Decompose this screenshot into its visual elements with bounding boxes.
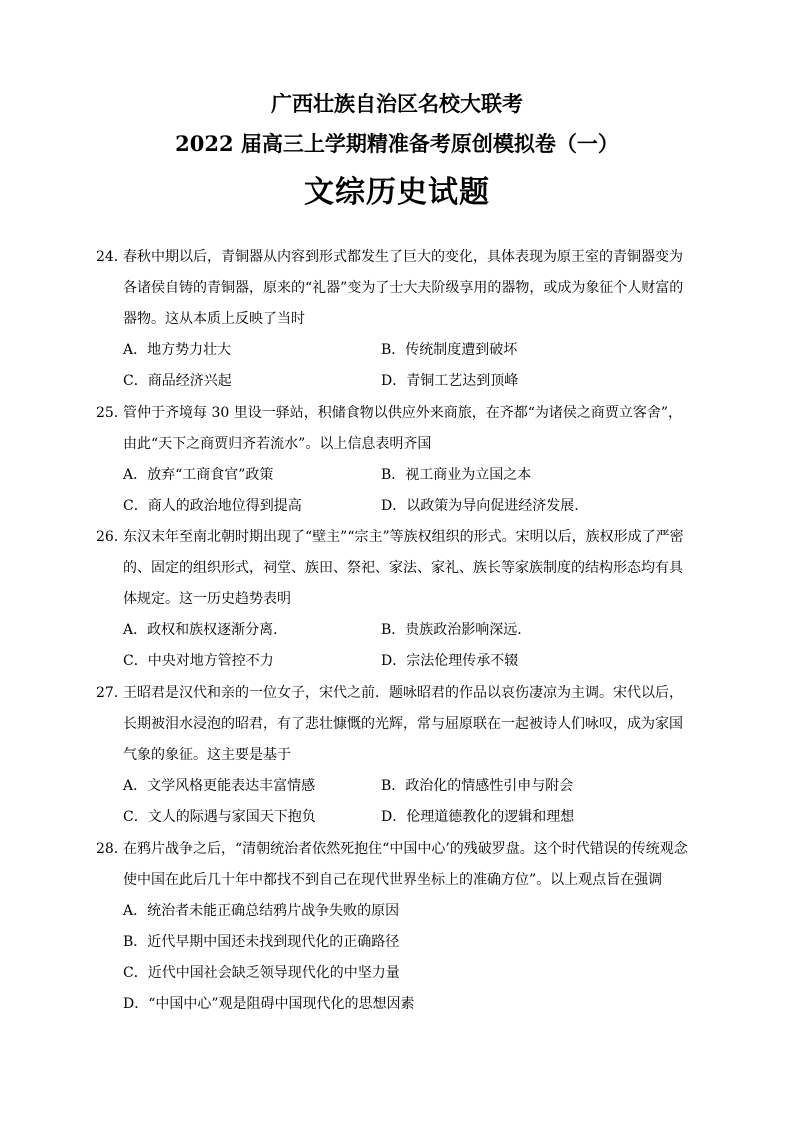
question-stem	[96, 398, 696, 460]
question-stem	[96, 522, 696, 615]
option-list	[96, 335, 696, 397]
option-list	[96, 615, 696, 677]
option-list	[96, 771, 696, 833]
question-number: 25．	[96, 405, 128, 421]
question-stem	[96, 834, 696, 896]
question-text: 管仲于齐境每 30 里设一驿站，积储食物以供应外来商旅，在齐都“为诸侯之商贾立客舍”，由此“天下之商贾归齐若流水”。以上信息表明齐国	[123, 405, 683, 452]
question-28	[96, 834, 696, 1020]
option-d[interactable]: D．青铜工艺达到顶峰	[381, 373, 519, 389]
option-c[interactable]: C．文人的际遇与家国天下抱负	[123, 809, 316, 825]
option-d[interactable]: D．“中国中心”观是阻碍中国现代化的思想因素	[123, 996, 415, 1012]
option-b[interactable]: B．近代早期中国还未找到现代化的正确路径	[123, 934, 400, 950]
exam-organizer-title: 广西壮族自治区名校大联考	[271, 91, 523, 116]
option-a[interactable]: A．政权和族权逐渐分离.	[123, 622, 278, 638]
exam-subject-title: 文综历史试题	[304, 175, 490, 210]
option-list	[96, 896, 696, 1020]
option-d[interactable]: D．伦理道德教化的逻辑和理想	[381, 809, 575, 825]
question-text: 王昭君是汉代和亲的一位女子，宋代之前．题咏昭君的作品以哀伤凄凉为主调。宋代以后，长期被泪水浸泡的昭君，有了悲壮慷慨的光辉，常与屈原联在一起被诗人们咏叹，成为家国气象的象征。这主要是基于	[123, 685, 683, 763]
option-d[interactable]: D．以政策为导向促进经济发展.	[381, 498, 579, 514]
option-d[interactable]: D．宗法伦理传承不辍	[381, 653, 519, 669]
option-c[interactable]: C．商品经济兴起	[123, 373, 232, 389]
option-a[interactable]: A．放弃“工商食官”政策	[123, 467, 274, 483]
option-list	[96, 460, 696, 522]
question-25	[96, 398, 696, 522]
question-number: 28．	[96, 841, 128, 857]
option-c[interactable]: C．商人的政治地位得到提高	[123, 498, 302, 514]
question-number: 27．	[96, 685, 128, 701]
option-a[interactable]: A．地方势力壮大	[123, 342, 232, 358]
question-24	[96, 242, 696, 397]
question-number: 26．	[96, 529, 128, 545]
question-27	[96, 678, 696, 833]
option-b[interactable]: B．政治化的情感性引申与附会	[381, 778, 574, 794]
option-a[interactable]: A．统治者未能正确总结鸦片战争失败的原因	[123, 903, 400, 919]
option-a[interactable]: A．文学风格更能表达丰富情感	[123, 778, 316, 794]
option-b[interactable]: B．视工商业为立国之本	[381, 467, 532, 483]
option-b[interactable]: B．传统制度遭到破坏	[381, 342, 518, 358]
question-text: 东汉末年至南北朝时期出现了“壁主”“宗主”等族权组织的形式。宋明以后，族权形成了严密的、固定的组织形式，祠堂、族田、祭祀、家法、家礼、族长等家族制度的结构形态均有具体规定。这一历史趋势表明	[123, 529, 684, 607]
question-text: 在鸦片战争之后，“清朝统治者依然死抱住“中国中心’的残破罗盘。这个时代错误的传统观念使中国在此后几十年中都找不到自己在现代世界坐标上的准确方位”。以上观点旨在强调	[123, 841, 688, 888]
question-stem	[96, 242, 696, 335]
option-c[interactable]: C．中央对地方管控不力	[123, 653, 274, 669]
question-26	[96, 522, 696, 677]
option-b[interactable]: B．贵族政治影响深远.	[381, 622, 522, 638]
question-number: 24．	[96, 249, 128, 265]
question-stem	[96, 678, 696, 771]
option-c[interactable]: C．近代中国社会缺乏领导现代化的中坚力量	[123, 965, 400, 981]
question-text: 春秋中期以后，青铜器从内容到形式都发生了巨大的变化，具体表现为原王室的青铜器变为各诸侯自铸的青铜器，原来的“礼器”变为了士大夫阶级享用的器物，或成为象征个人财富的器物。这从本质上反映了当时	[123, 249, 684, 327]
exam-paper-title: 2022 届高三上学期精准备考原创模拟卷（一）	[175, 131, 619, 156]
